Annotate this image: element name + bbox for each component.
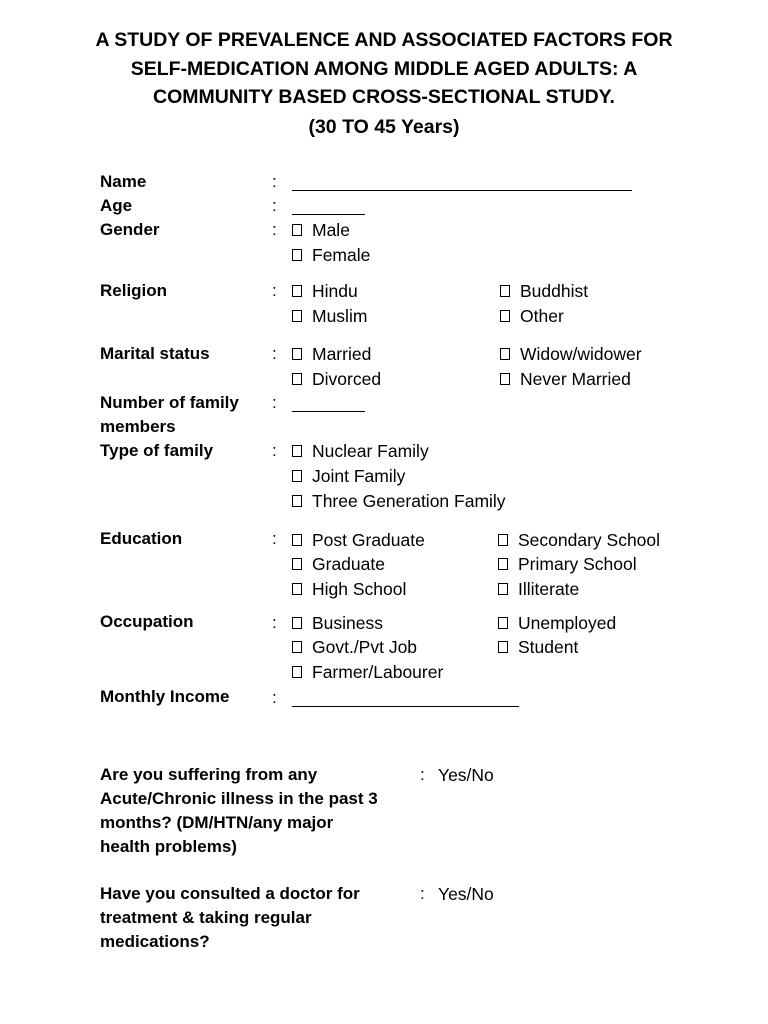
- checkbox-icon[interactable]: [498, 534, 508, 546]
- family-members-field[interactable]: [292, 411, 365, 412]
- title-line-3: COMMUNITY BASED CROSS-SECTIONAL STUDY.: [153, 86, 615, 108]
- option-label: Never Married: [520, 369, 631, 389]
- colon: :: [420, 884, 425, 903]
- option-label: Married: [312, 344, 372, 364]
- option-label: Male: [312, 220, 350, 240]
- checkbox-icon[interactable]: [498, 583, 508, 595]
- marital-option-never-married[interactable]: [500, 367, 631, 392]
- question-illness: [100, 763, 410, 859]
- checkbox-icon[interactable]: [292, 373, 302, 385]
- checkbox-icon[interactable]: [498, 641, 508, 653]
- checkbox-icon[interactable]: [292, 224, 302, 236]
- checkbox-icon[interactable]: [292, 285, 302, 297]
- family-option-three-generation[interactable]: [292, 489, 506, 514]
- document-title: [60, 26, 708, 141]
- occupation-option-student[interactable]: [498, 635, 578, 660]
- occupation-option-farmer-labourer[interactable]: [292, 660, 443, 685]
- religion-option-hindu[interactable]: [292, 279, 358, 304]
- colon: :: [272, 220, 277, 239]
- checkbox-icon[interactable]: [500, 285, 510, 297]
- colon: :: [272, 688, 277, 707]
- age-field[interactable]: [292, 214, 365, 215]
- title-line-1: A STUDY OF PREVALENCE AND ASSOCIATED FACTORS FOR: [95, 29, 673, 51]
- option-label: Govt./Pvt Job: [312, 637, 418, 657]
- option-label: Widow/widower: [520, 344, 642, 364]
- checkbox-icon[interactable]: [292, 641, 302, 653]
- name-label: Name: [100, 172, 147, 191]
- checkbox-icon[interactable]: [292, 617, 302, 629]
- colon: :: [272, 613, 277, 632]
- gender-option-male[interactable]: [292, 218, 350, 243]
- title-line-2: SELF-MEDICATION AMONG MIDDLE AGED ADULTS: A: [130, 57, 638, 80]
- occupation-option-govt-pvt-job[interactable]: [292, 635, 417, 660]
- family-option-joint[interactable]: [292, 464, 405, 489]
- colon: :: [272, 281, 277, 300]
- marital-option-married[interactable]: [292, 342, 371, 367]
- checkbox-icon[interactable]: [292, 445, 302, 457]
- education-option-secondary-school[interactable]: [498, 528, 660, 553]
- question-line: Are you suffering from any: [100, 765, 318, 784]
- colon: :: [272, 441, 277, 460]
- education-option-high-school[interactable]: [292, 577, 406, 602]
- occupation-option-business[interactable]: [292, 611, 383, 636]
- option-label: Post Graduate: [312, 530, 425, 550]
- education-option-post-graduate[interactable]: [292, 528, 425, 553]
- question-doctor-consulted: [100, 882, 410, 954]
- religion-option-other[interactable]: [500, 304, 564, 329]
- religion-option-muslim[interactable]: [292, 304, 367, 329]
- occupation-label: Occupation: [100, 612, 194, 631]
- gender-label: Gender: [100, 220, 160, 239]
- marital-option-divorced[interactable]: [292, 367, 381, 392]
- family-option-nuclear[interactable]: [292, 439, 429, 464]
- checkbox-icon[interactable]: [292, 495, 302, 507]
- religion-option-buddhist[interactable]: [500, 279, 588, 304]
- checkbox-icon[interactable]: [292, 310, 302, 322]
- illness-answer-yes-no[interactable]: Yes/No: [438, 765, 494, 785]
- checkbox-icon[interactable]: [500, 373, 510, 385]
- marital-option-widow[interactable]: [500, 342, 642, 367]
- question-line: months? (DM/HTN/any major: [100, 813, 334, 832]
- colon: :: [272, 344, 277, 363]
- doctor-answer-yes-no[interactable]: Yes/No: [438, 884, 494, 904]
- checkbox-icon[interactable]: [292, 534, 302, 546]
- education-option-illiterate[interactable]: [498, 577, 579, 602]
- occupation-option-unemployed[interactable]: [498, 611, 616, 636]
- option-label: Business: [312, 613, 384, 633]
- option-label: Farmer/Labourer: [312, 662, 444, 682]
- checkbox-icon[interactable]: [292, 249, 302, 261]
- education-option-graduate[interactable]: [292, 552, 385, 577]
- checkbox-icon[interactable]: [292, 558, 302, 570]
- checkbox-icon[interactable]: [500, 310, 510, 322]
- colon: :: [272, 529, 277, 548]
- family-members-label-line-1: Number of family: [100, 393, 239, 412]
- name-field[interactable]: [292, 190, 632, 191]
- family-members-label-line-2: members: [100, 417, 176, 436]
- age-range-subtitle: (30 TO 45 Years): [308, 115, 460, 138]
- colon: :: [272, 172, 277, 191]
- checkbox-icon[interactable]: [498, 617, 508, 629]
- colon: :: [420, 765, 425, 784]
- option-label: Female: [312, 245, 371, 265]
- option-label: Illiterate: [518, 579, 580, 599]
- option-label: Nuclear Family: [312, 441, 429, 461]
- option-label: Muslim: [312, 306, 368, 326]
- monthly-income-label: Monthly Income: [100, 687, 230, 706]
- checkbox-icon[interactable]: [292, 666, 302, 678]
- question-line: medications?: [100, 932, 210, 951]
- option-label: Primary School: [518, 554, 637, 574]
- gender-option-female[interactable]: [292, 243, 370, 268]
- question-line: Have you consulted a doctor for: [100, 884, 360, 903]
- colon: :: [272, 393, 277, 412]
- education-label: Education: [100, 529, 183, 548]
- option-label: High School: [312, 579, 407, 599]
- checkbox-icon[interactable]: [500, 348, 510, 360]
- marital-status-label: Marital status: [100, 344, 210, 363]
- option-label: Secondary School: [518, 530, 661, 550]
- option-label: Other: [520, 306, 564, 326]
- education-option-primary-school[interactable]: [498, 552, 637, 577]
- option-label: Graduate: [312, 554, 385, 574]
- religion-label: Religion: [100, 281, 168, 300]
- option-label: Unemployed: [518, 613, 617, 633]
- option-label: Three Generation Family: [312, 491, 506, 511]
- option-label: Joint Family: [312, 466, 406, 486]
- option-label: Buddhist: [520, 281, 589, 301]
- question-line: treatment & taking regular: [100, 908, 312, 927]
- monthly-income-field[interactable]: [292, 706, 519, 707]
- option-label: Hindu: [312, 281, 358, 301]
- checkbox-icon[interactable]: [292, 470, 302, 482]
- type-of-family-label: Type of family: [100, 441, 214, 460]
- checkbox-icon[interactable]: [292, 583, 302, 595]
- age-label: Age: [100, 196, 133, 215]
- question-line: Acute/Chronic illness in the past 3: [100, 789, 378, 808]
- question-line: health problems): [100, 837, 237, 856]
- option-label: Student: [518, 637, 579, 657]
- checkbox-icon[interactable]: [292, 348, 302, 360]
- colon: :: [272, 196, 277, 215]
- option-label: Divorced: [312, 369, 382, 389]
- checkbox-icon[interactable]: [498, 558, 508, 570]
